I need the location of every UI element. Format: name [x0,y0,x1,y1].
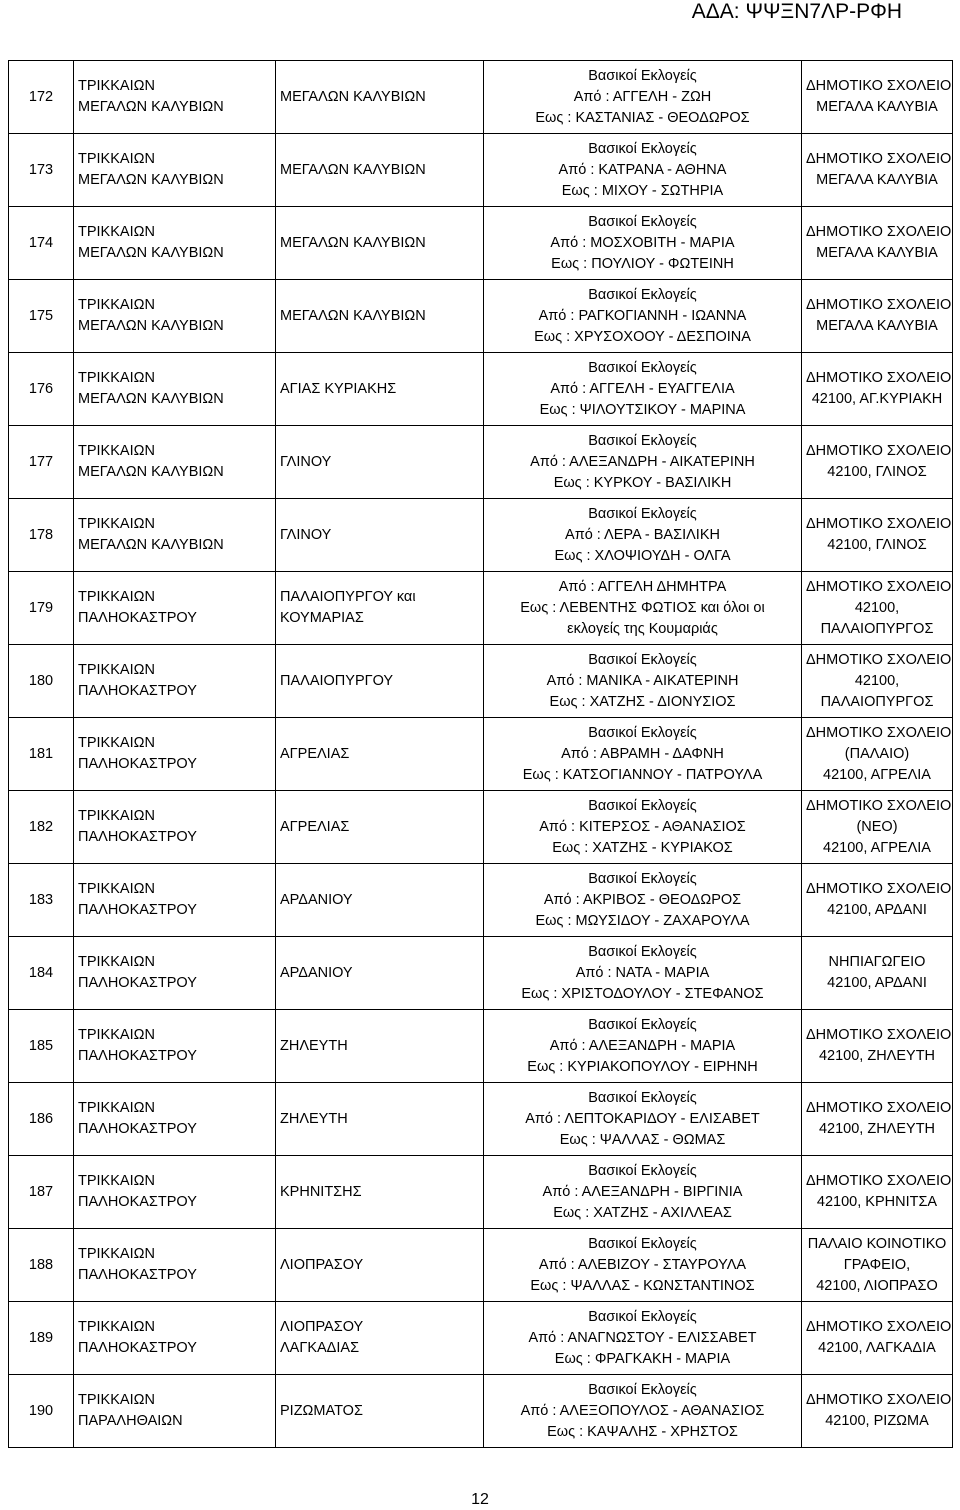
cell-voter-range-line: Από : ΛΕΠΤΟΚΑΡΙΔΟΥ - ΕΛΙΣΑΒΕΤ [525,1110,760,1127]
cell-municipality-line: ΤΡΙΚΚΑΙΩΝ [78,1319,155,1335]
cell-department-line: ΚΟΥΜΑΡΙΑΣ [280,610,364,626]
cell-municipality-line: ΤΡΙΚΚΑΙΩΝ [78,662,155,678]
cell-number: 190 [9,1375,74,1448]
cell-department-line: ΓΛΙΝΟΥ [280,526,332,543]
cell-number: 176 [9,353,74,426]
cell-polling-place-line: 42100, ΖΗΛΕΥΤΗ [818,1048,936,1064]
cell-voter-range [484,572,802,645]
cell-voter-range [484,1229,802,1302]
cell-municipality [74,499,276,572]
cell-polling-place-line: 42100, ΚΡΗΝΙΤΣΑ [816,1194,938,1210]
cell-number: 179 [9,572,74,645]
cell-voter-range-line: Από : ΑΓΓΕΛΗ - ΕΥΑΓΓΕΛΙΑ [550,380,735,397]
cell-municipality-line: ΤΡΙΚΚΑΙΩΝ [78,151,155,167]
cell-department [276,645,484,718]
cell-voter-range-line: Εως : ΚΑΤΣΟΓΙΑΝΝΟΥ - ΠΑΤΡΟΥΛΑ [522,766,763,783]
cell-municipality-line: ΠΑΛΗΟΚΑΣΤΡΟΥ [78,683,197,699]
cell-voter-range [484,207,802,280]
cell-voter-range-line: Βασικοί Εκλογείς [588,286,697,303]
cell-department [276,499,484,572]
cell-municipality-line: ΤΡΙΚΚΑΙΩΝ [78,954,155,970]
cell-polling-place-line: 42100, ΓΛΙΝΟΣ [827,537,927,553]
cell-municipality-line: ΠΑΛΗΟΚΑΣΤΡΟΥ [78,975,197,991]
cell-polling-place [802,353,953,426]
cell-polling-place-line: ΝΗΠΙΑΓΩΓΕΙΟ [828,954,926,970]
cell-polling-place-line: ΔΗΜΟΤΙΚΟ ΣΧΟΛΕΙΟ [806,78,952,94]
cell-voter-range-line: Εως : ΜΙΧΟΥ - ΣΩΤΗΡΙΑ [561,182,724,199]
cell-municipality-line: ΤΡΙΚΚΑΙΩΝ [78,78,155,94]
cell-number: 178 [9,499,74,572]
cell-voter-range [484,937,802,1010]
table-row [9,1083,953,1156]
cell-voter-range [484,645,802,718]
cell-department [276,61,484,134]
cell-polling-place-line: (ΝΕΟ) [856,818,898,835]
cell-polling-place [802,864,953,937]
table-row [9,937,953,1010]
cell-department [276,864,484,937]
cell-polling-place-line: ΓΡΑΦΕΙΟ, [843,1256,911,1273]
cell-polling-place-line: ΔΗΜΟΤΙΚΟ ΣΧΟΛΕΙΟ [806,724,952,741]
cell-polling-place-line: 42100, [854,672,900,689]
cell-department-line: ΓΛΙΝΟΥ [280,453,332,470]
cell-department-line: ΛΙΟΠΡΑΣΟΥ [280,1319,364,1335]
cell-municipality-line: ΤΡΙΚΚΑΙΩΝ [78,1392,155,1408]
cell-voter-range [484,1302,802,1375]
cell-polling-place-line: ΔΗΜΟΤΙΚΟ ΣΧΟΛΕΙΟ [806,443,952,459]
cell-department-line: ΜΕΓΑΛΩΝ ΚΑΛΥΒΙΩΝ [280,88,426,105]
cell-voter-range [484,134,802,207]
cell-department [276,718,484,791]
cell-municipality [74,1083,276,1156]
cell-voter-range [484,1156,802,1229]
cell-voter-range [484,61,802,134]
cell-municipality [74,791,276,864]
cell-department [276,937,484,1010]
cell-municipality [74,718,276,791]
cell-polling-place [802,426,953,499]
cell-voter-range-line: Από : ΑΒΡΑΜΗ - ΔΑΦΝΗ [561,745,724,762]
cell-voter-range-line: Βασικοί Εκλογείς [588,505,697,522]
cell-voter-range-line: Εως : ΧΑΤΖΗΣ - ΔΙΟΝΥΣΙΟΣ [549,693,736,710]
cell-polling-place-line: ΔΗΜΟΤΙΚΟ ΣΧΟΛΕΙΟ [806,516,952,532]
table-row [9,1010,953,1083]
cell-municipality-line: ΠΑΛΗΟΚΑΣΤΡΟΥ [78,1340,197,1356]
table-row [9,1302,953,1375]
cell-polling-place-line: 42100, ΑΓ.ΚΥΡΙΑΚΗ [811,391,943,407]
cell-polling-place-line: 42100, ΛΙΟΠΡΑΣΟ [816,1277,938,1294]
table-row [9,645,953,718]
cell-polling-place-line: ΔΗΜΟΤΙΚΟ ΣΧΟΛΕΙΟ [806,1027,952,1043]
cell-polling-place [802,572,953,645]
cell-department-line: ΑΡΔΑΝΙΟΥ [280,891,353,908]
cell-department-line: ΠΑΛΑΙΟΠΥΡΓΟΥ και [280,589,416,605]
cell-municipality [74,1229,276,1302]
cell-department [276,1156,484,1229]
cell-municipality-line: ΜΕΓΑΛΩΝ ΚΑΛΥΒΙΩΝ [78,99,224,115]
cell-department [276,572,484,645]
cell-department-line: ΑΡΔΑΝΙΟΥ [280,964,353,981]
cell-municipality-line: ΤΡΙΚΚΑΙΩΝ [78,370,155,386]
cell-polling-place [802,499,953,572]
cell-number: 182 [9,791,74,864]
cell-voter-range [484,1010,802,1083]
cell-department-line: ΠΑΛΑΙΟΠΥΡΓΟΥ [280,672,394,689]
cell-polling-place-line: ΔΗΜΟΤΙΚΟ ΣΧΟΛΕΙΟ [806,151,952,167]
cell-voter-range-line: Εως : ΜΩΥΣΙΔΟΥ - ΖΑΧΑΡΟΥΛΑ [535,912,750,929]
cell-department [276,280,484,353]
cell-voter-range-line: Εως : ΧΡΙΣΤΟΔΟΥΛΟΥ - ΣΤΕΦΑΝΟΣ [521,985,764,1002]
cell-voter-range-line: Εως : ΧΛΟΨΙΟΥΔΗ - ΟΛΓΑ [554,547,731,564]
cell-polling-place [802,1010,953,1083]
cell-number: 189 [9,1302,74,1375]
table-row [9,1375,953,1448]
cell-polling-place-line: ΜΕΓΑΛΑ ΚΑΛΥΒΙΑ [816,245,938,261]
cell-municipality-line: ΤΡΙΚΚΑΙΩΝ [78,516,155,532]
cell-department-line: ΜΕΓΑΛΩΝ ΚΑΛΥΒΙΩΝ [280,234,426,251]
cell-department [276,1010,484,1083]
cell-polling-place [802,937,953,1010]
cell-number: 183 [9,864,74,937]
cell-number: 175 [9,280,74,353]
cell-polling-place-line: ΠΑΛΑΙΟΠΥΡΓΟΣ [820,620,934,637]
cell-municipality-line: ΤΡΙΚΚΑΙΩΝ [78,443,155,459]
cell-polling-place-line: ΜΕΓΑΛΑ ΚΑΛΥΒΙΑ [816,318,938,334]
cell-municipality [74,864,276,937]
cell-municipality [74,1156,276,1229]
cell-department-line: ΡΙΖΩΜΑΤΟΣ [280,1402,363,1419]
cell-voter-range [484,426,802,499]
cell-voter-range-line: Βασικοί Εκλογείς [588,1162,697,1179]
cell-polling-place-line: ΠΑΛΑΙΟ ΚΟΙΝΟΤΙΚΟ [807,1235,947,1252]
table-row [9,426,953,499]
cell-number: 184 [9,937,74,1010]
cell-voter-range-line: Από : ΑΝΑΓΝΩΣΤΟΥ - ΕΛΙΣΣΑΒΕΤ [528,1329,757,1346]
cell-number: 186 [9,1083,74,1156]
cell-department-line: ΖΗΛΕΥΤΗ [280,1110,348,1127]
cell-municipality-line: ΜΕΓΑΛΩΝ ΚΑΛΥΒΙΩΝ [78,537,224,553]
cell-municipality [74,572,276,645]
cell-voter-range-line: Από : ΚΑΤΡΑΝΑ - ΑΘΗΝΑ [558,161,727,178]
cell-department [276,1083,484,1156]
cell-number: 187 [9,1156,74,1229]
table-row [9,207,953,280]
cell-polling-place [802,718,953,791]
cell-municipality-line: ΤΡΙΚΚΑΙΩΝ [78,1100,155,1116]
cell-department [276,207,484,280]
cell-municipality-line: ΤΡΙΚΚΑΙΩΝ [78,297,155,313]
cell-municipality-line: ΠΑΛΗΟΚΑΣΤΡΟΥ [78,610,197,626]
cell-municipality [74,645,276,718]
cell-municipality-line: ΠΑΛΗΟΚΑΣΤΡΟΥ [78,1194,197,1210]
cell-polling-place [802,1302,953,1375]
cell-polling-place-line: ΜΕΓΑΛΑ ΚΑΛΥΒΙΑ [816,99,938,115]
cell-department [276,1302,484,1375]
cell-number: 188 [9,1229,74,1302]
cell-polling-place-line: ΔΗΜΟΤΙΚΟ ΣΧΟΛΕΙΟ [806,1319,952,1335]
cell-polling-place-line: (ΠΑΛΑΙΟ) [844,745,910,762]
cell-voter-range-line: Εως : ΦΡΑΓΚΑΚΗ - ΜΑΡΙΑ [554,1350,731,1367]
cell-department [276,791,484,864]
cell-municipality [74,207,276,280]
cell-polling-place-line: ΔΗΜΟΤΙΚΟ ΣΧΟΛΕΙΟ [806,224,952,240]
cell-department [276,1229,484,1302]
cell-voter-range [484,353,802,426]
cell-voter-range-line: Εως : ΧΑΤΖΗΣ - ΑΧΙΛΛΕΑΣ [553,1204,732,1221]
table-row [9,1156,953,1229]
cell-voter-range-line: Από : ΑΚΡΙΒΟΣ - ΘΕΟΔΩΡΟΣ [543,891,742,908]
cell-municipality [74,353,276,426]
cell-voter-range-line: Από : ΑΛΕΞΑΝΔΡΗ - ΜΑΡΙΑ [549,1037,736,1054]
cell-municipality [74,1302,276,1375]
cell-department-line: ΜΕΓΑΛΩΝ ΚΑΛΥΒΙΩΝ [280,161,426,178]
cell-municipality-line: ΜΕΓΑΛΩΝ ΚΑΛΥΒΙΩΝ [78,464,224,480]
cell-municipality-line: ΤΡΙΚΚΑΙΩΝ [78,735,155,751]
cell-department-line: ΑΓΡΕΛΙΑΣ [280,745,350,762]
cell-number: 181 [9,718,74,791]
cell-number: 172 [9,61,74,134]
cell-municipality-line: ΠΑΛΗΟΚΑΣΤΡΟΥ [78,756,197,772]
cell-voter-range-line: Εως : ΨΙΛΟΥΤΣΙΚΟΥ - ΜΑΡΙΝΑ [539,401,746,418]
cell-voter-range-line: Εως : ΨΑΛΛΑΣ - ΚΩΝΣΤΑΝΤΙΝΟΣ [530,1277,755,1294]
cell-voter-range [484,718,802,791]
cell-number: 174 [9,207,74,280]
table-row [9,134,953,207]
cell-polling-place [802,134,953,207]
cell-voter-range-line: Βασικοί Εκλογείς [588,797,697,814]
cell-municipality-line: ΤΡΙΚΚΑΙΩΝ [78,1246,155,1262]
cell-municipality [74,1375,276,1448]
cell-polling-place-line: 42100, ΓΛΙΝΟΣ [827,464,927,480]
cell-polling-place [802,207,953,280]
cell-polling-place [802,645,953,718]
cell-municipality-line: ΠΑΛΗΟΚΑΣΤΡΟΥ [78,829,197,845]
cell-voter-range-line: Εως : ΛΕΒΕΝΤΗΣ ΦΩΤΙΟΣ και όλοι οι [520,599,765,616]
cell-polling-place-line: 42100, ΛΑΓΚΑΔΙΑ [818,1340,936,1356]
cell-municipality-line: ΠΑΡΑΛΗΘΑΙΩΝ [78,1413,183,1429]
cell-polling-place [802,1229,953,1302]
cell-department-line: ΖΗΛΕΥΤΗ [280,1037,348,1054]
cell-polling-place-line: 42100, [854,599,900,616]
cell-polling-place-line: ΔΗΜΟΤΙΚΟ ΣΧΟΛΕΙΟ [806,651,952,668]
cell-number: 173 [9,134,74,207]
cell-voter-range-line: Από : ΡΑΓΚΟΓΙΑΝΝΗ - ΙΩΑΝΝΑ [538,307,747,324]
cell-municipality-line: ΤΡΙΚΚΑΙΩΝ [78,881,155,897]
cell-municipality-line: ΜΕΓΑΛΩΝ ΚΑΛΥΒΙΩΝ [78,391,224,407]
cell-voter-range-line: Από : ΜΟΣΧΟΒΙΤΗ - ΜΑΡΙΑ [550,234,735,251]
cell-number: 180 [9,645,74,718]
table-body [9,61,953,1448]
cell-polling-place-line: ΔΗΜΟΤΙΚΟ ΣΧΟΛΕΙΟ [806,578,952,595]
cell-polling-place [802,1156,953,1229]
cell-voter-range [484,1083,802,1156]
cell-voter-range-line: Από : ΝΑΤΑ - ΜΑΡΙΑ [575,964,710,981]
cell-voter-range-line: Εως : ΚΑΨΑΛΗΣ - ΧΡΗΣΤΟΣ [547,1423,738,1440]
cell-municipality [74,937,276,1010]
cell-department [276,1375,484,1448]
cell-voter-range-line: Βασικοί Εκλογείς [588,1308,697,1325]
cell-municipality-line: ΤΡΙΚΚΑΙΩΝ [78,808,155,824]
cell-polling-place [802,280,953,353]
cell-department-line: ΑΓΡΕΛΙΑΣ [280,818,350,835]
cell-voter-range-line: Βασικοί Εκλογείς [588,1235,697,1252]
cell-voter-range [484,1375,802,1448]
cell-voter-range-line: Από : ΚΙΤΕΡΣΟΣ - ΑΘΑΝΑΣΙΟΣ [539,818,746,835]
cell-voter-range-line: Εως : ΚΥΡΙΑΚΟΠΟΥΛΟΥ - ΕΙΡΗΝΗ [527,1058,758,1075]
cell-voter-range-line: Εως : ΠΟΥΛΙΟΥ - ΦΩΤΕΙΝΗ [551,255,734,272]
cell-voter-range-line: Εως : ΚΥΡΚΟΥ - ΒΑΣΙΛΙΚΗ [553,474,732,491]
cell-voter-range-line: Βασικοί Εκλογείς [588,67,697,84]
cell-voter-range-line: Από : ΑΛΕΞΟΠΟΥΛΟΣ - ΑΘΑΝΑΣΙΟΣ [520,1402,765,1419]
cell-polling-place-line: ΔΗΜΟΤΙΚΟ ΣΧΟΛΕΙΟ [806,1100,952,1116]
table-row [9,864,953,937]
cell-voter-range-line: Βασικοί Εκλογείς [588,432,697,449]
cell-polling-place-line: 42100, ΑΡΔΑΝΙ [827,902,927,918]
cell-voter-range-line: Βασικοί Εκλογείς [588,1016,697,1033]
cell-polling-place-line: 42100, ΑΓΡΕΛΙΑ [823,839,931,856]
cell-voter-range-line: Από : ΜΑΝΙΚΑ - ΑΙΚΑΤΕΡΙΝΗ [546,672,739,689]
cell-department [276,353,484,426]
cell-voter-range-line: εκλογείς της Κουμαριάς [567,620,718,637]
cell-voter-range-line: Εως : ΧΡΥΣΟΧΟΟΥ - ΔΕΣΠΟΙΝΑ [534,328,751,345]
cell-polling-place [802,61,953,134]
cell-department [276,134,484,207]
cell-municipality-line: ΠΑΛΗΟΚΑΣΤΡΟΥ [78,1267,197,1283]
cell-department-line: ΛΑΓΚΑΔΙΑΣ [280,1340,360,1356]
ada-code: ΑΔΑ: ΨΨΞΝ7ΛΡ-ΡΦΗ [691,0,902,23]
cell-polling-place-line: 42100, ΑΓΡΕΛΙΑ [823,766,931,783]
cell-polling-place-line: ΔΗΜΟΤΙΚΟ ΣΧΟΛΕΙΟ [806,297,952,313]
cell-municipality-line: ΤΡΙΚΚΑΙΩΝ [78,1027,155,1043]
cell-polling-place-line: ΠΑΛΑΙΟΠΥΡΓΟΣ [820,693,934,710]
cell-voter-range-line: Από : ΛΕΡΑ - ΒΑΣΙΛΙΚΗ [565,526,720,543]
cell-voter-range-line: Από : ΑΓΓΕΛΗ ΔΗΜΗΤΡΑ [558,578,727,595]
cell-voter-range-line: Εως : ΚΑΣΤΑΝΙΑΣ - ΘΕΟΔΩΡΟΣ [535,109,750,126]
cell-voter-range-line: Βασικοί Εκλογείς [588,724,697,741]
cell-municipality-line: ΠΑΛΗΟΚΑΣΤΡΟΥ [78,1121,197,1137]
cell-voter-range [484,791,802,864]
cell-voter-range-line: Βασικοί Εκλογείς [588,651,697,668]
cell-municipality [74,1010,276,1083]
cell-polling-place-line: ΔΗΜΟΤΙΚΟ ΣΧΟΛΕΙΟ [806,370,952,386]
cell-polling-place-line: ΔΗΜΟΤΙΚΟ ΣΧΟΛΕΙΟ [806,1173,952,1189]
cell-municipality-line: ΜΕΓΑΛΩΝ ΚΑΛΥΒΙΩΝ [78,318,224,334]
table-row [9,718,953,791]
cell-polling-place-line: 42100, ΖΗΛΕΥΤΗ [818,1121,936,1137]
cell-municipality [74,280,276,353]
table-row [9,280,953,353]
table-row [9,61,953,134]
table-row [9,499,953,572]
cell-polling-place-line: ΜΕΓΑΛΑ ΚΑΛΥΒΙΑ [816,172,938,188]
cell-polling-place-line: 42100, ΑΡΔΑΝΙ [827,975,927,991]
cell-department-line: ΑΓΙΑΣ ΚΥΡΙΑΚΗΣ [280,380,397,397]
cell-polling-place-line: ΔΗΜΟΤΙΚΟ ΣΧΟΛΕΙΟ [806,1392,952,1408]
cell-polling-place [802,791,953,864]
cell-polling-place-line: ΔΗΜΟΤΙΚΟ ΣΧΟΛΕΙΟ [806,881,952,897]
cell-voter-range-line: Βασικοί Εκλογείς [588,1381,697,1398]
cell-voter-range-line: Από : ΑΛΕΞΑΝΔΡΗ - ΑΙΚΑΤΕΡΙΝΗ [530,453,755,470]
cell-voter-range [484,864,802,937]
table-row [9,1229,953,1302]
table-row [9,572,953,645]
cell-polling-place-line: 42100, ΡΙΖΩΜΑ [825,1413,929,1429]
cell-department-line: ΜΕΓΑΛΩΝ ΚΑΛΥΒΙΩΝ [280,307,426,324]
cell-municipality [74,61,276,134]
cell-municipality-line: ΤΡΙΚΚΑΙΩΝ [78,1173,155,1189]
cell-voter-range-line: Βασικοί Εκλογείς [588,1089,697,1106]
table-row [9,353,953,426]
cell-voter-range [484,499,802,572]
cell-polling-place-line: ΔΗΜΟΤΙΚΟ ΣΧΟΛΕΙΟ [806,797,952,814]
page-number: 12 [471,1491,489,1508]
cell-municipality-line: ΤΡΙΚΚΑΙΩΝ [78,224,155,240]
cell-voter-range-line: Από : ΑΛΕΒΙΖΟΥ - ΣΤΑΥΡΟΥΛΑ [538,1256,747,1273]
cell-voter-range [484,280,802,353]
cell-voter-range-line: Βασικοί Εκλογείς [588,870,697,887]
cell-department-line: ΛΙΟΠΡΑΣΟΥ [280,1256,364,1273]
cell-voter-range-line: Βασικοί Εκλογείς [588,943,697,960]
cell-municipality [74,426,276,499]
cell-number: 177 [9,426,74,499]
cell-polling-place [802,1083,953,1156]
cell-municipality [74,134,276,207]
cell-voter-range-line: Από : ΑΛΕΞΑΝΔΡΗ - ΒΙΡΓΙΝΙΑ [542,1183,743,1200]
cell-municipality-line: ΜΕΓΑΛΩΝ ΚΑΛΥΒΙΩΝ [78,172,224,188]
cell-voter-range-line: Βασικοί Εκλογείς [588,359,697,376]
cell-voter-range-line: Από : ΑΓΓΕΛΗ - ΖΩΗ [573,88,712,105]
table-row [9,791,953,864]
cell-department-line: ΚΡΗΝΙΤΣΗΣ [280,1183,362,1200]
cell-voter-range-line: Βασικοί Εκλογείς [588,140,697,157]
cell-municipality-line: ΤΡΙΚΚΑΙΩΝ [78,589,155,605]
cell-voter-range-line: Εως : ΧΑΤΖΗΣ - ΚΥΡΙΑΚΟΣ [552,839,733,856]
cell-voter-range-line: Εως : ΨΑΛΛΑΣ - ΘΩΜΑΣ [559,1131,726,1148]
cell-department [276,426,484,499]
cell-number: 185 [9,1010,74,1083]
cell-municipality-line: ΠΑΛΗΟΚΑΣΤΡΟΥ [78,902,197,918]
polling-stations-table [8,60,953,1448]
cell-voter-range-line: Βασικοί Εκλογείς [588,213,697,230]
cell-polling-place [802,1375,953,1448]
cell-municipality-line: ΠΑΛΗΟΚΑΣΤΡΟΥ [78,1048,197,1064]
cell-municipality-line: ΜΕΓΑΛΩΝ ΚΑΛΥΒΙΩΝ [78,245,224,261]
